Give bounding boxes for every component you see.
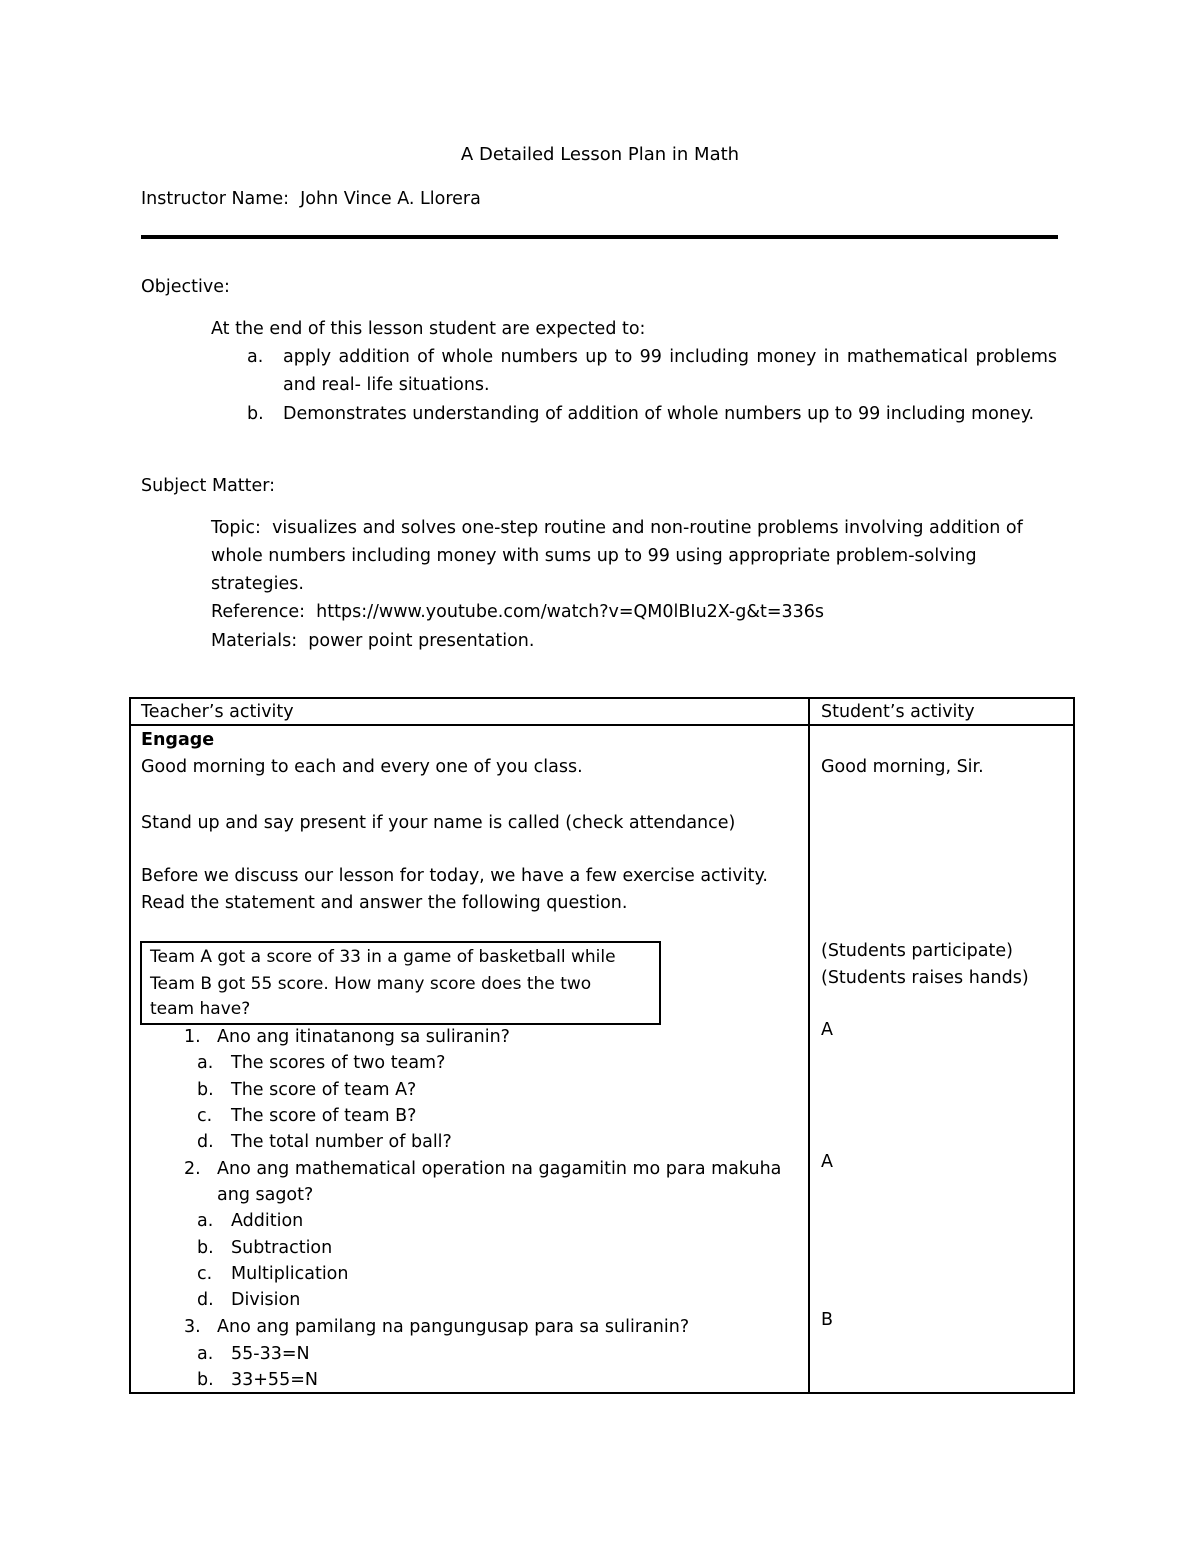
q2-option-c-text: Multiplication	[231, 1264, 349, 1284]
student-answer-1: A	[821, 1020, 833, 1040]
teacher-intro-exercise: Before we discuss our lesson for today, we have a few exercise activity.	[141, 866, 768, 886]
q2-option-a-letter: a.	[197, 1211, 214, 1231]
q2-option-a-text: Addition	[231, 1211, 304, 1231]
topic-line-1	[211, 520, 1023, 538]
question-2-text-line1: Ano ang mathematical operation na gagamitin mo para makuha	[217, 1159, 782, 1179]
student-participate: (Students participate)	[821, 941, 1013, 961]
teacher-activity-header: Teacher’s activity	[141, 702, 294, 722]
instructor-name: John Vince A. Llorera	[300, 189, 481, 209]
topic-line-2: whole numbers including money with sums up to 99 using appropriate problem-solving	[211, 546, 977, 566]
q1-option-a-text: The scores of two team?	[231, 1053, 446, 1073]
table-header-divider	[129, 724, 1075, 726]
q2-option-d-letter: d.	[197, 1290, 214, 1310]
q2-option-c-letter: c.	[197, 1264, 213, 1284]
teacher-instruction: Read the statement and answer the following question.	[141, 893, 628, 913]
q2-option-d-text: Division	[231, 1290, 301, 1310]
q1-option-b-text: The score of team A?	[231, 1080, 417, 1100]
student-answer-3: B	[821, 1310, 834, 1330]
q3-option-b-letter: b.	[197, 1370, 214, 1390]
question-3-text: Ano ang pamilang na pangungusap para sa suliranin?	[217, 1317, 690, 1337]
header-divider	[141, 235, 1058, 239]
reference-line	[211, 604, 824, 622]
reference-label: Reference:	[211, 602, 306, 622]
topic-text-1: visualizes and solves one-step routine and non-routine problems involving addition of	[272, 518, 1023, 538]
question-1-text: Ano ang itinatanong sa suliranin?	[217, 1027, 510, 1047]
teacher-attendance: Stand up and say present if your name is called (check attendance)	[141, 813, 736, 833]
objective-b-marker: b.	[247, 404, 264, 424]
student-raise-hands: (Students raises hands)	[821, 968, 1029, 988]
table-column-divider	[808, 697, 810, 1394]
student-answer-2: A	[821, 1152, 833, 1172]
q1-option-b-letter: b.	[197, 1080, 214, 1100]
objective-a-line1: apply addition of whole numbers up to 99 including money in mathematical problems	[283, 347, 1057, 367]
q3-option-b-text: 33+55=N	[231, 1370, 318, 1390]
problem-line-2: Team B got 55 score. How many score does the two	[150, 974, 592, 994]
topic-line-3: strategies.	[211, 574, 304, 594]
engage-heading: Engage	[141, 730, 215, 750]
problem-line-3: team have?	[150, 999, 251, 1019]
objective-a-marker: a.	[247, 347, 264, 367]
objective-b-line1: Demonstrates understanding of addition of whole numbers up to 99 including money.	[283, 404, 1035, 424]
q3-option-a-letter: a.	[197, 1344, 214, 1364]
materials-label: Materials:	[211, 631, 298, 651]
q1-option-c-letter: c.	[197, 1106, 213, 1126]
topic-label: Topic:	[211, 518, 261, 538]
objective-heading: Objective:	[141, 277, 230, 297]
q1-option-a-letter: a.	[197, 1053, 214, 1073]
document-title: A Detailed Lesson Plan in Math	[460, 144, 740, 165]
reference-link[interactable]: https://www.youtube.com/watch?v=QM0lBIu2X-g&t=336s	[316, 602, 825, 622]
q2-option-b-letter: b.	[197, 1238, 214, 1258]
teacher-greeting: Good morning to each and every one of you class.	[141, 757, 583, 777]
objective-intro: At the end of this lesson student are expected to:	[211, 319, 646, 339]
objective-a-line2: and real- life situations.	[283, 375, 490, 395]
materials-text: power point presentation.	[308, 631, 535, 651]
materials-line	[211, 633, 534, 651]
q3-option-a-text: 55-33=N	[231, 1344, 310, 1364]
q1-option-d-letter: d.	[197, 1132, 214, 1152]
question-2-text-line2: ang sagot?	[217, 1185, 314, 1205]
student-activity-header: Student’s activity	[821, 702, 975, 722]
student-greeting: Good morning, Sir.	[821, 757, 984, 777]
q1-option-c-text: The score of team B?	[231, 1106, 417, 1126]
subject-matter-heading: Subject Matter:	[141, 476, 276, 496]
instructor-label: Instructor Name:	[141, 189, 289, 209]
instructor-line	[141, 191, 481, 209]
q1-option-d-text: The total number of ball?	[231, 1132, 452, 1152]
problem-line-1: Team A got a score of 33 in a game of basketball while	[150, 947, 616, 967]
question-3-number: 3.	[184, 1317, 201, 1337]
q2-option-b-text: Subtraction	[231, 1238, 333, 1258]
question-2-number: 2.	[184, 1159, 201, 1179]
question-1-number: 1.	[184, 1027, 201, 1047]
